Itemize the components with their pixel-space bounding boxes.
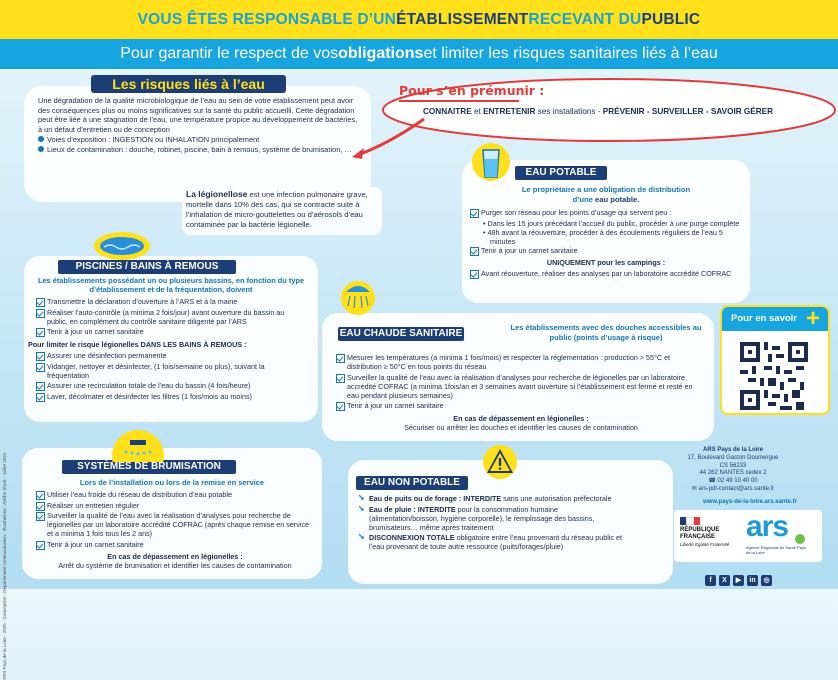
eau-potable-sub-2: • 48h avant la réouverture, procéder à des écoulements réguliers de l’eau 5 minutes	[483, 227, 723, 246]
contact-email	[683, 486, 783, 494]
brumisation-depassement-text: Arrêt du système de brumisation et identifier les causes de contamination	[58, 560, 292, 570]
contact-email-text[interactable]: ars-pdl-contact@ars.sante.fr	[698, 485, 775, 492]
item-label: Eau de puits ou de forage :	[369, 494, 464, 503]
ars-logo: ars	[746, 510, 789, 543]
plus-icon: +	[806, 305, 821, 332]
piscines-item2: Laver, décolmater et désinfecter les filtres (1 fois/mois au moins)	[36, 392, 306, 401]
youtube-icon[interactable]: ▶	[733, 575, 744, 586]
eau-potable-subtitle-2	[472, 195, 740, 205]
piscines-item2: Assurer une désinfection permanente	[36, 351, 306, 360]
subheader-part-1: Pour garantir le respect de vos	[120, 45, 339, 62]
eau-chaude-item: Surveiller la qualité de l’eau avec la réalisation d’analyses pour recherche de légionelles par un laboratoire accrédité COFRAC (a minima 1fois/an et 3 semaines avant ouverture si l’établissement est fermé et resté en eau pendant plusieurs semaines)	[336, 373, 706, 400]
flag-icon	[680, 517, 700, 525]
item-text: obligatoire entre l’eau provenant du réseau public et l’eau provenant de toute autre ressource (puits/forages/pluie)	[369, 533, 623, 551]
ars-logo-mark	[795, 534, 805, 544]
water-glass-icon	[471, 141, 511, 183]
eau-non-potable-item	[358, 505, 628, 532]
eau-potable-campings: UNIQUEMENT pour les campings :	[546, 257, 666, 267]
contact-block	[683, 447, 783, 494]
eau-potable-subtitle	[472, 185, 740, 204]
eau-non-potable-title: EAU NON POTABLE	[356, 476, 468, 490]
eau-chaude-title: EAU CHAUDE SANITAIRE	[339, 328, 463, 339]
premunir-actions: PRÉVENIR - SURVEILLER - SAVOIR GÉRER	[602, 107, 774, 116]
item-label: Eau de pluie :	[369, 504, 418, 514]
linkedin-icon[interactable]: in	[747, 575, 758, 586]
brumisation-subtitle: Lors de l’installation ou lors de la remise en service	[79, 478, 265, 487]
republique-logo	[680, 517, 740, 548]
piscines-item: Transmettre la déclaration d’ouverture à l’ARS et à la mairie	[36, 297, 306, 306]
header-part-4: PUBLIC	[641, 10, 701, 28]
voies-text: Voies d’exposition : INGESTION ou INHALATION principalement	[47, 135, 260, 145]
eau-chaude-depassement: En cas de dépassement en légionelles :	[453, 414, 589, 423]
eau-potable-sub-1: • Dans les 15 jours précédant l’accueil du public, procéder à une purge complète	[483, 218, 740, 228]
eau-potable-sub-2-text: 48h avant la réouverture, procéder à des écoulements réguliers de l’eau 5 minutes	[487, 227, 723, 246]
piscines-limit: Pour limiter le risque légionelles DANS LES BAINS À REMOUS :	[28, 340, 247, 349]
piscines-content	[28, 297, 306, 402]
brumisation-item: Tenir à jour un carnet sanitaire	[36, 540, 314, 549]
risques-lieux	[38, 145, 362, 155]
phone-icon: ☎	[708, 478, 718, 485]
piscines-title: PISCINES / BAINS À REMOUS	[58, 260, 236, 274]
piscines-item: Réaliser l’auto-contrôle (a minima 2 fois/jour) avant ouverture du bassin au public, en complément du contrôle sanitaire diligenté par l’ARS	[36, 308, 306, 326]
piscines-item2: Assurer une recirculation totale de l’eau du bassin (4 fois/heure)	[36, 381, 306, 390]
top-banner	[0, 0, 838, 39]
eau-potable-item-3: Avant réouverture, réaliser des analyses par un laboratoire accrédité COFRAC	[470, 269, 742, 278]
instagram-icon[interactable]: ◎	[761, 575, 772, 586]
header-part-2: ÉTABLISSEMENT	[396, 10, 529, 28]
warning-icon	[482, 443, 518, 481]
brumisation-item: Surveiller la qualité de l’eau avec la réalisation d’analyses pour recherche de légionelles par un laboratoire accrédité COFRAC (après chaque remise en service et a minima 1 fois tous les 2 ans)	[36, 511, 314, 538]
premunir-entretenir: ENTRETENIR	[483, 107, 536, 116]
eau-potable-title: EAU POTABLE	[515, 166, 607, 180]
piscines-subtitle: Les établissements possédant un ou plusieurs bassins, en fonction du type d’établissement et de la fréquentation, doivent	[37, 276, 305, 294]
piscines-item2: Vidanger, nettoyer et désinfecter, (1 fois/semaine ou plus), suivant la fréquentation	[36, 362, 306, 380]
brumisation-item: Utiliser l’eau froide du réseau de distribution d’eau potable	[36, 490, 314, 499]
risques-card	[24, 86, 371, 202]
bullet-icon	[38, 146, 44, 152]
subheader-part-3: et limiter les risques sanitaires liés à l’eau	[423, 45, 718, 62]
header-part-1: VOUS ÊTES RESPONSABLE D’UN	[137, 10, 397, 28]
eau-non-potable-item	[358, 494, 628, 503]
header-part-3: RECEVANT DU	[528, 10, 642, 28]
brumisation-content	[36, 490, 314, 570]
savoir-title: Pour en savoir	[731, 313, 797, 324]
social-icons	[702, 569, 772, 587]
qr-code[interactable]	[740, 342, 808, 410]
contact-addr-3: 44 262 NANTES cedex 2	[699, 470, 767, 477]
sub-banner	[0, 39, 838, 69]
shower-icon	[336, 276, 380, 316]
legionellose-text: est une infection pulmonaire grave, mortelle dans 10% des cas, qui se contracte suite à l’inhalation de micro-gouttelettes ou d’aérosols d’eau contaminée par la bactérie légionelle.	[186, 190, 368, 229]
item-text: pour la consommation humaine (alimentation/boisson, hygiène corporelle), le remplissage des bassins, brumisateurs… même après traitement	[369, 504, 595, 532]
eau-potable-subtitle-2a: d’une	[572, 194, 596, 204]
contact-org: ARS Pays de la Loire	[702, 447, 764, 453]
item-strong: DISCONNEXION TOTALE	[369, 533, 455, 542]
brumisation-title: SYSTÈMES DE BRUMISATION	[62, 460, 236, 474]
eau-potable-subtitle-2b: eau potable.	[595, 194, 640, 204]
contact-phone	[683, 478, 783, 486]
eau-chaude-item: Tenir à jour un carnet sanitaire	[336, 401, 706, 410]
risques-title: Les risques liés à l’eau	[91, 75, 286, 93]
eau-chaude-subtitle: Les établissements avec des douches accessibles au public (points d’usage à risque)	[510, 323, 702, 342]
eau-potable-item-2: Tenir à jour un carnet sanitaire	[470, 246, 742, 255]
eau-chaude-depassement-text: Sécuriser ou arrêter les douches et identifier les causes de contamination	[404, 423, 638, 432]
item-text: sans une autorisation préfectorale	[501, 494, 612, 503]
eau-potable-subtitle-1: Le propriétaire a une obligation de distribution	[521, 185, 691, 194]
eau-chaude-item: Mesurer les températures (a minima 1 fois/mois) et respecter la réglementation : production > 55°C et distribution ≥ 50°C en tous points du réseau	[336, 353, 706, 371]
piscines-card	[24, 256, 318, 422]
side-credit: ARS Pays de la Loire - 2025 - Conception : Département communication - Illustrations : Adobe Stock - Juillet 2024	[2, 452, 7, 680]
subheader-part-2: obligations	[338, 45, 424, 62]
eau-non-potable-item	[358, 533, 628, 551]
ars-subtitle: Agence Régionale de Santé Pays de la Loire	[746, 545, 806, 555]
eau-potable-item-1: Purger son réseau pour les points d’usage qui servent peu :	[470, 208, 742, 217]
bullet-icon	[38, 136, 44, 142]
republique-line-1: RÉPUBLIQUE	[680, 527, 720, 533]
premunir-et: et	[471, 107, 484, 116]
piscines-item: Tenir à jour un carnet sanitaire	[36, 327, 306, 336]
premunir-underline	[399, 100, 519, 102]
premunir-title: Pour s’en prémunir :	[399, 83, 545, 98]
contact-addr-1: 17, Boulevard Gaston Doumergue	[687, 454, 779, 461]
legionellose-box	[182, 187, 382, 235]
facebook-icon[interactable]: f	[705, 575, 716, 586]
mist-icon	[108, 426, 168, 462]
eau-potable-content	[470, 208, 742, 279]
republique-line-2: FRANÇAISE	[680, 534, 716, 540]
contact-web[interactable]: www.pays-de-la-loire.ars.sante.fr	[703, 499, 797, 505]
item-strong: INTERDITE	[417, 504, 456, 514]
brumisation-item: Réaliser un entretien régulier	[36, 501, 314, 510]
eau-potable-sub-1-text: Dans les 15 jours précédant l’accueil du public, procéder à une purge complète	[487, 218, 740, 228]
x-icon[interactable]: X	[719, 575, 730, 586]
premunir-installations: ses installations -	[535, 107, 603, 116]
eau-non-potable-content	[358, 494, 628, 553]
premunir-text	[423, 107, 773, 116]
brumisation-depassement: En cas de dépassement en légionelles :	[107, 551, 243, 561]
risques-paragraph: Une dégradation de la qualité microbiologique de l’eau au sein de votre établissement peut avoir des conséquences plus ou moins significatives sur la santé du public accueilli. Cette dégradation peut être liée à une stagnation de l’eau, une température propice au développement de bactéries, à un défaut d’entretien ou de conception	[38, 96, 358, 134]
contact-phone-text[interactable]: 02 49 10 40 00	[717, 478, 758, 485]
pool-icon	[92, 226, 152, 262]
republique-line-3: Liberté Égalité Fraternité	[680, 542, 730, 547]
contact-addr-2: CS 56233	[719, 462, 747, 469]
premunir-connaitre: CONNAITRE	[423, 107, 472, 116]
item-strong: INTERDITE	[463, 494, 502, 503]
eau-chaude-content	[336, 353, 706, 432]
legionellose-title: La légionellose	[186, 189, 248, 199]
red-arrow-icon	[350, 115, 430, 160]
risques-voies	[38, 135, 362, 145]
lieux-text: Lieux de contamination : douche, robinet, piscine, bain à remous, système de brumisation, …	[47, 144, 352, 154]
email-icon: ✉	[691, 485, 699, 492]
risques-text	[38, 96, 362, 155]
savoir-header	[722, 307, 828, 331]
